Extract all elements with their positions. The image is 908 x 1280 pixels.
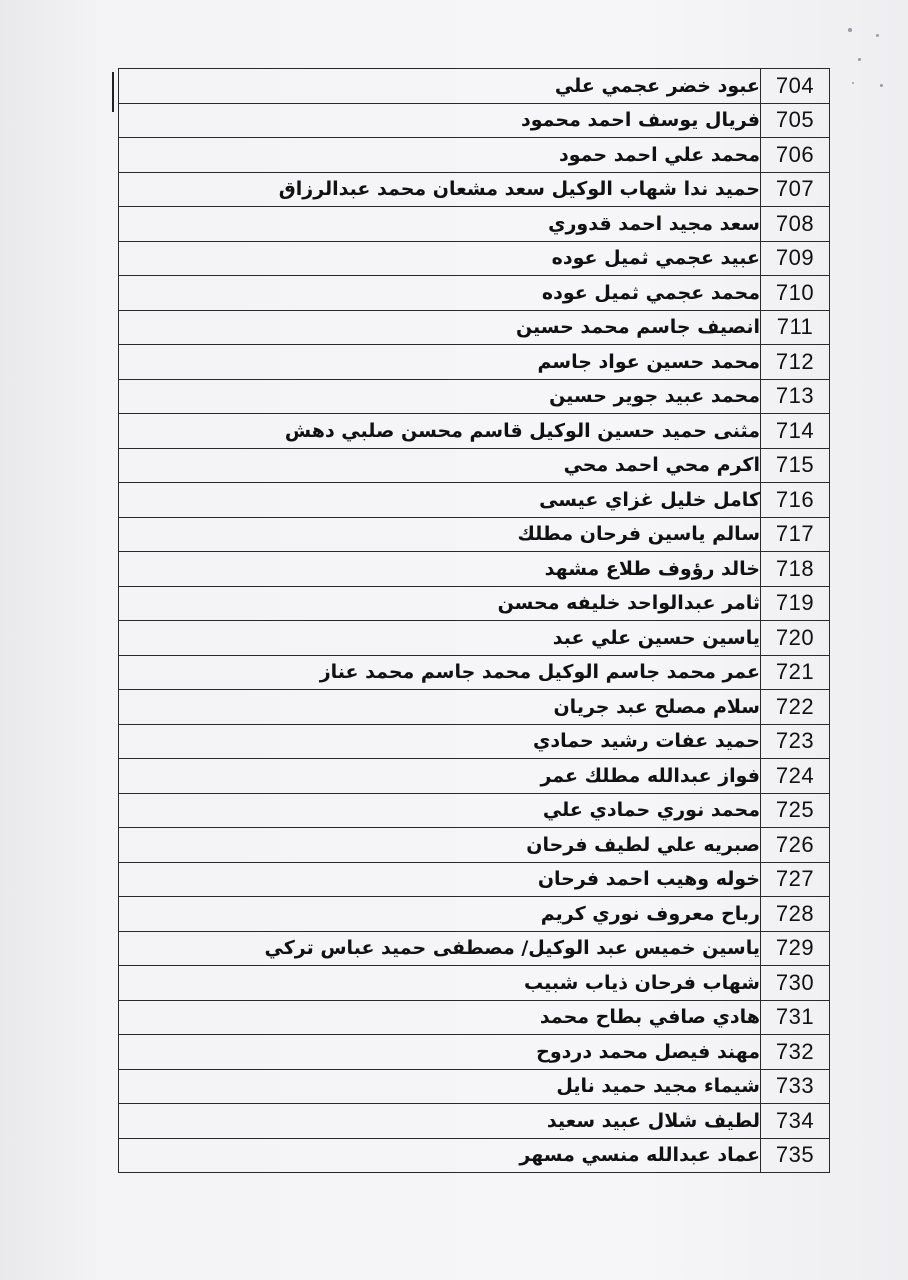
person-name: مثنى حميد حسين الوكيل قاسم محسن صلبي دهش — [119, 414, 761, 449]
paper-speck — [880, 84, 883, 87]
person-name: محمد علي احمد حمود — [119, 138, 761, 173]
person-name: لطيف شلال عبيد سعيد — [119, 1104, 761, 1139]
person-name: سالم ياسين فرحان مطلك — [119, 517, 761, 552]
row-number: 735 — [761, 1138, 830, 1173]
table-row — [119, 448, 830, 483]
row-number: 709 — [761, 241, 830, 276]
table-row — [119, 793, 830, 828]
table-row — [119, 586, 830, 621]
person-name: شهاب فرحان ذياب شبيب — [119, 966, 761, 1001]
person-name: فريال يوسف احمد محمود — [119, 103, 761, 138]
table-row — [119, 1104, 830, 1139]
row-number: 730 — [761, 966, 830, 1001]
table-row — [119, 931, 830, 966]
table-row — [119, 379, 830, 414]
person-name: حميد ندا شهاب الوكيل سعد مشعان محمد عبدالرزاق — [119, 172, 761, 207]
table-row — [119, 862, 830, 897]
paper-speck — [852, 82, 854, 84]
row-number: 733 — [761, 1069, 830, 1104]
row-number: 721 — [761, 655, 830, 690]
paper-speck — [876, 34, 879, 37]
row-number: 734 — [761, 1104, 830, 1139]
table-row — [119, 138, 830, 173]
person-name: انصيف جاسم محمد حسين — [119, 310, 761, 345]
table-row — [119, 172, 830, 207]
row-number: 725 — [761, 793, 830, 828]
person-name: عماد عبدالله منسي مسهر — [119, 1138, 761, 1173]
person-name: محمد عبيد جوير حسين — [119, 379, 761, 414]
row-number: 713 — [761, 379, 830, 414]
table-row — [119, 414, 830, 449]
row-number: 720 — [761, 621, 830, 656]
person-name: صبريه علي لطيف فرحان — [119, 828, 761, 863]
row-number: 728 — [761, 897, 830, 932]
person-name: شيماء مجيد حميد نايل — [119, 1069, 761, 1104]
person-name: رباح معروف نوري كريم — [119, 897, 761, 932]
row-number: 706 — [761, 138, 830, 173]
person-name: سلام مصلح عبد جريان — [119, 690, 761, 725]
person-name: عبيد عجمي ثميل عوده — [119, 241, 761, 276]
row-number: 722 — [761, 690, 830, 725]
table-row — [119, 966, 830, 1001]
paper-speck — [848, 28, 852, 32]
row-number: 710 — [761, 276, 830, 311]
row-number: 724 — [761, 759, 830, 794]
table-row — [119, 621, 830, 656]
table-row — [119, 1069, 830, 1104]
row-number: 711 — [761, 310, 830, 345]
row-number: 715 — [761, 448, 830, 483]
person-name: عبود خضر عجمي علي — [119, 69, 761, 104]
person-name: فواز عبدالله مطلك عمر — [119, 759, 761, 794]
person-name: عمر محمد جاسم الوكيل محمد جاسم محمد عناز — [119, 655, 761, 690]
table-row — [119, 345, 830, 380]
row-number: 705 — [761, 103, 830, 138]
row-number: 707 — [761, 172, 830, 207]
person-name: ثامر عبدالواحد خليفه محسن — [119, 586, 761, 621]
table-row — [119, 310, 830, 345]
person-name: خالد رؤوف طلاع مشهد — [119, 552, 761, 587]
names-table — [118, 68, 830, 1173]
table-row — [119, 103, 830, 138]
person-name: مهند فيصل محمد دردوح — [119, 1035, 761, 1070]
person-name: هادي صافي بطاح محمد — [119, 1000, 761, 1035]
table-row — [119, 69, 830, 104]
row-number: 723 — [761, 724, 830, 759]
paper-speck — [858, 58, 861, 61]
table-row — [119, 276, 830, 311]
table-row — [119, 724, 830, 759]
person-name: كامل خليل غزاي عيسى — [119, 483, 761, 518]
table-row — [119, 690, 830, 725]
table-row — [119, 483, 830, 518]
table-row — [119, 552, 830, 587]
row-number: 717 — [761, 517, 830, 552]
table-row — [119, 241, 830, 276]
names-table-body — [119, 69, 830, 1173]
table-row — [119, 897, 830, 932]
person-name: سعد مجيد احمد قدوري — [119, 207, 761, 242]
person-name: محمد حسين عواد جاسم — [119, 345, 761, 380]
table-row — [119, 1035, 830, 1070]
row-number: 712 — [761, 345, 830, 380]
table-row — [119, 828, 830, 863]
person-name: حميد عفات رشيد حمادي — [119, 724, 761, 759]
row-number: 714 — [761, 414, 830, 449]
person-name: محمد نوري حمادي علي — [119, 793, 761, 828]
table-row — [119, 207, 830, 242]
row-number: 729 — [761, 931, 830, 966]
table-row — [119, 759, 830, 794]
row-number: 727 — [761, 862, 830, 897]
row-number: 704 — [761, 69, 830, 104]
row-number: 716 — [761, 483, 830, 518]
person-name: ياسين خميس عبد الوكيل/ مصطفى حميد عباس تركي — [119, 931, 761, 966]
row-number: 718 — [761, 552, 830, 587]
table-row — [119, 1138, 830, 1173]
table-row — [119, 517, 830, 552]
table-row — [119, 1000, 830, 1035]
row-number: 708 — [761, 207, 830, 242]
person-name: ياسين حسين علي عبد — [119, 621, 761, 656]
table-row — [119, 655, 830, 690]
row-number: 731 — [761, 1000, 830, 1035]
person-name: خوله وهيب احمد فرحان — [119, 862, 761, 897]
table-left-margin-line — [112, 72, 114, 112]
person-name: محمد عجمي ثميل عوده — [119, 276, 761, 311]
row-number: 726 — [761, 828, 830, 863]
row-number: 719 — [761, 586, 830, 621]
person-name: اكرم محي احمد محي — [119, 448, 761, 483]
row-number: 732 — [761, 1035, 830, 1070]
